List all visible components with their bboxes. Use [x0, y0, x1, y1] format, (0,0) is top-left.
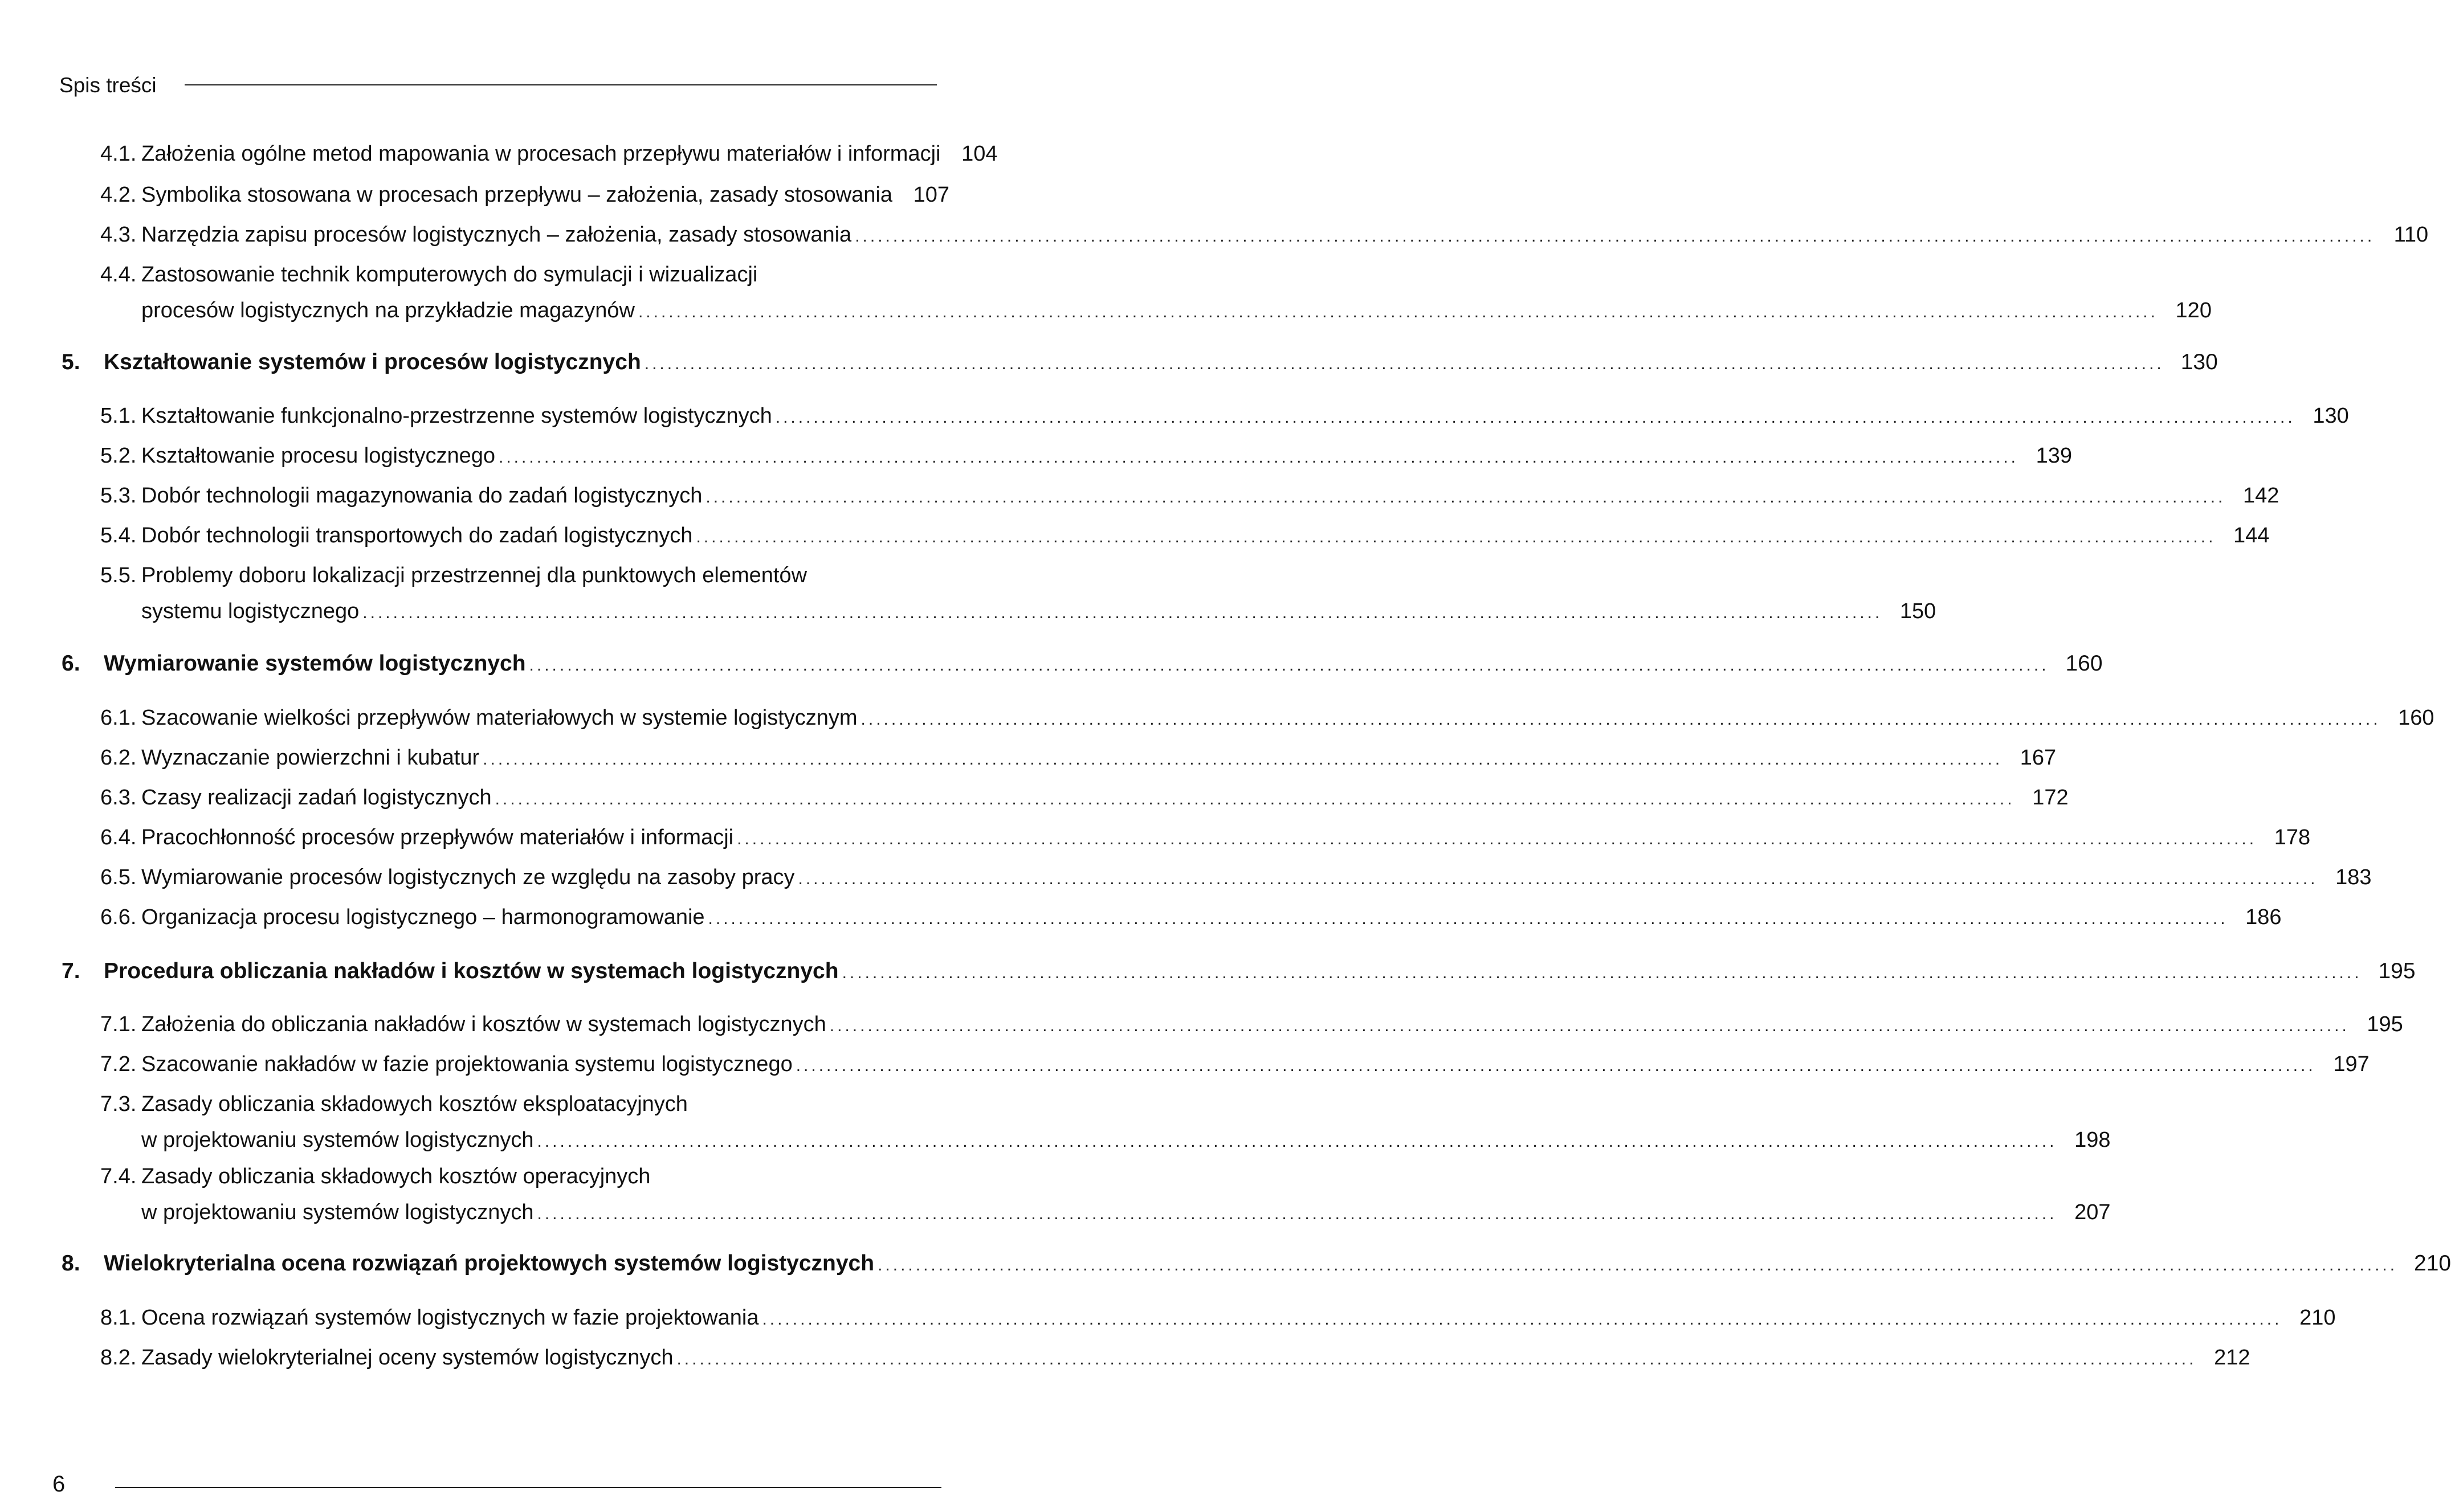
dot-leader [796, 1052, 2316, 1080]
toc-title: Ocena rozwiązań systemów logistycznych w fazie projektowania [141, 1306, 759, 1330]
toc-number: 6.3. [100, 786, 137, 810]
toc-title-continuation: w projektowaniu systemów logistycznych [141, 1128, 534, 1152]
header-rule [185, 84, 937, 85]
toc-number: 8.1. [100, 1306, 137, 1330]
dot-leader [776, 403, 2295, 432]
toc-line-continuation [141, 597, 1936, 627]
dot-leader [798, 865, 2318, 893]
toc-number: 5.3. [100, 484, 137, 508]
dot-leader [638, 298, 2158, 326]
toc-number: 4.4. [100, 263, 137, 287]
toc-page-number: 110 [2393, 223, 2429, 247]
toc-title: Organizacja procesu logistycznego – harmonogramowanie [141, 905, 705, 929]
toc-line [100, 1303, 2336, 1334]
toc-number: 5.5. [100, 563, 137, 587]
dot-leader [499, 443, 2018, 472]
toc-line [100, 402, 2349, 432]
dot-leader [708, 905, 2228, 933]
toc-page-number: 160 [2398, 706, 2434, 730]
toc-title-continuation: w projektowaniu systemów logistycznych [141, 1200, 534, 1224]
toc-number: 6.1. [100, 706, 137, 730]
dot-leader [861, 705, 2381, 734]
toc-page-number: 130 [2313, 404, 2349, 428]
toc-title: Pracochłonność procesów przepływów materiałów i informacji [141, 826, 734, 849]
toc-title: Zasady obliczania składowych kosztów operacyjnych [141, 1164, 651, 1188]
toc-line [100, 1343, 2250, 1374]
toc-page-number: 130 [2180, 350, 2218, 374]
toc-title: Zastosowanie technik komputerowych do symulacji i wizualizacji [141, 263, 758, 287]
dot-leader [495, 785, 2015, 814]
dot-leader [645, 350, 2164, 378]
dot-leader [842, 959, 2362, 987]
toc-line [62, 649, 2103, 680]
toc-page-number: 197 [2333, 1052, 2370, 1076]
toc-title: Dobór technologii magazynowania do zadań logistycznych [141, 484, 703, 508]
toc-page-number: 195 [2367, 1012, 2403, 1036]
toc-title: Zasady wielokryterialnej oceny systemów logistycznych [141, 1346, 674, 1370]
toc-line [100, 743, 2057, 774]
toc-title: Wielokryterialna ocena rozwiązań projektowych systemów logistycznych [104, 1251, 875, 1276]
toc-line [100, 220, 2429, 251]
dot-leader [696, 523, 2216, 551]
toc-number: 6.6. [100, 905, 137, 929]
toc-line [100, 260, 943, 289]
toc-line [100, 863, 2372, 893]
toc-line [100, 704, 2434, 734]
toc-page-number: 186 [2245, 905, 2282, 929]
toc-line-continuation [141, 1126, 2111, 1156]
running-header [59, 73, 937, 98]
toc-page-number: 104 [961, 142, 998, 166]
toc-line [62, 957, 2416, 987]
toc-page-number: 210 [2414, 1251, 2451, 1276]
toc-page-number: 150 [1899, 599, 1936, 623]
toc-page-number: 172 [2032, 786, 2069, 810]
page-number: 6 [52, 1472, 66, 1497]
dot-leader [483, 745, 2003, 774]
toc-page-number: 120 [2175, 299, 2212, 322]
toc-line [100, 1162, 943, 1191]
toc-title: Kształtowanie funkcjonalno-przestrzenne systemów logistycznych [141, 404, 772, 428]
toc-number: 6. [62, 651, 80, 676]
toc-page-number: 167 [2020, 746, 2057, 770]
dot-leader [830, 1012, 2350, 1040]
dot-leader [855, 222, 2375, 251]
toc-line [100, 140, 998, 170]
toc-number: 4.2. [100, 183, 137, 207]
toc-title: Kształtowanie procesu logistycznego [141, 444, 496, 468]
toc-number: 6.2. [100, 746, 137, 770]
dot-leader [537, 1200, 2057, 1228]
toc-number: 6.5. [100, 865, 137, 889]
toc-line [100, 561, 943, 590]
toc-title: Założenia ogólne metod mapowania w procesach przepływu materiałów i informacji [141, 142, 941, 166]
footer-rule [115, 1487, 941, 1488]
toc-number: 7.4. [100, 1164, 137, 1188]
toc-title: Szacowanie wielkości przepływów materiałowych w systemie logistycznym [141, 706, 858, 730]
dot-leader [676, 1345, 2196, 1374]
toc-page-number: 107 [913, 183, 950, 207]
toc-number: 4.3. [100, 223, 137, 247]
toc-title: Założenia do obliczania nakładów i kosztów w systemach logistycznych [141, 1012, 826, 1036]
header-title: Spis treści [59, 73, 157, 97]
toc-line [100, 442, 2073, 472]
toc-number: 5.4. [100, 524, 137, 547]
toc-line [100, 1010, 2403, 1040]
toc-title: Wymiarowanie systemów logistycznych [104, 651, 526, 676]
toc-title: Czasy realizacji zadań logistycznych [141, 786, 492, 810]
page-footer [52, 1470, 941, 1498]
toc-title: Wymiarowanie procesów logistycznych ze względu na zasoby pracy [141, 865, 795, 889]
toc-page-number: 160 [2065, 651, 2103, 676]
toc-page-number: 210 [2299, 1306, 2336, 1330]
dot-leader [737, 825, 2257, 853]
toc-number: 7.3. [100, 1092, 137, 1116]
toc-title: Symbolika stosowana w procesach przepływu – założenia, zasady stosowania [141, 183, 893, 207]
toc-line [100, 903, 2282, 933]
toc-line-continuation [141, 1198, 2111, 1228]
toc-number: 8. [62, 1251, 80, 1276]
toc-number: 8.2. [100, 1346, 137, 1370]
toc-number: 5.1. [100, 404, 137, 428]
toc-number: 5.2. [100, 444, 137, 468]
toc-page-number: 144 [2233, 524, 2270, 547]
toc-line [100, 1090, 943, 1118]
toc-page-number: 212 [2214, 1346, 2250, 1370]
toc-title: Dobór technologii transportowych do zadań logistycznych [141, 524, 693, 547]
toc-line [100, 823, 2311, 853]
toc-title: Wyznaczanie powierzchni i kubatur [141, 746, 480, 770]
dot-leader [762, 1305, 2282, 1334]
toc-line [100, 521, 2270, 551]
toc-title: Narzędzia zapisu procesów logistycznych – założenia, zasady stosowania [141, 223, 852, 247]
toc-page-number: 178 [2274, 826, 2311, 849]
dot-leader [705, 483, 2225, 512]
toc-page-number: 195 [2378, 959, 2416, 983]
toc-number: 5. [62, 350, 80, 374]
toc-page-number: 142 [2242, 484, 2279, 508]
dot-leader [878, 1251, 2397, 1280]
toc-page-number: 198 [2074, 1128, 2111, 1152]
toc-line [62, 348, 2218, 378]
toc-title: Problemy doboru lokalizacji przestrzennej dla punktowych elementów [141, 563, 808, 587]
toc-number: 4.1. [100, 142, 137, 166]
toc-line [100, 1050, 2370, 1080]
toc-title: Kształtowanie systemów i procesów logistycznych [104, 350, 641, 374]
toc-number: 7.1. [100, 1012, 137, 1036]
toc-page-number: 207 [2074, 1200, 2111, 1224]
toc-line [100, 783, 2069, 814]
toc-number: 7.2. [100, 1052, 137, 1076]
toc-line-continuation [141, 296, 2212, 326]
dot-leader [529, 651, 2049, 680]
toc-title: Procedura obliczania nakładów i kosztów w systemach logistycznych [104, 959, 839, 983]
toc-number: 6.4. [100, 826, 137, 849]
toc-title: Zasady obliczania składowych kosztów eksploatacyjnych [141, 1092, 688, 1116]
toc-page-number: 139 [2036, 444, 2073, 468]
toc-title-continuation: procesów logistycznych na przykładzie magazynów [141, 299, 635, 322]
dot-leader [362, 599, 1882, 627]
toc-title-continuation: systemu logistycznego [141, 599, 360, 623]
toc-number: 7. [62, 959, 80, 983]
dot-leader [537, 1127, 2057, 1156]
toc-line [100, 481, 2279, 512]
toc-page-number: 183 [2335, 865, 2372, 889]
toc-line [62, 1249, 2451, 1280]
toc-line [100, 181, 950, 211]
toc-title: Szacowanie nakładów w fazie projektowania systemu logistycznego [141, 1052, 793, 1076]
